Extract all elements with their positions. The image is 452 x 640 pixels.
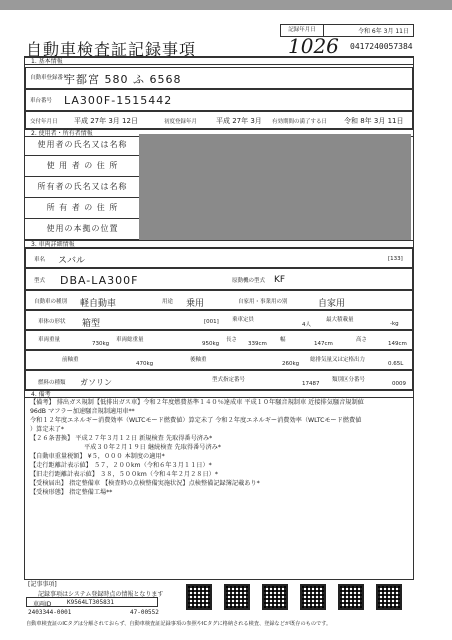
remark-line: 平成３０年２月１９日 継続検査 先取得番号済み* (84, 444, 221, 451)
body-code: [001] (204, 319, 219, 325)
first-reg-label: 初度登録年月 (164, 119, 198, 125)
height: 149cm (388, 341, 407, 347)
chassis-row (25, 89, 413, 111)
class-no-label: 類別区分番号 (332, 377, 366, 383)
body-row (25, 310, 413, 330)
maker-label: 車名 (34, 257, 46, 263)
expire-label: 有効期間の満了する日 (272, 119, 328, 125)
model-no: 17487 (302, 381, 320, 387)
engine: KF (274, 275, 286, 285)
rear-axle-label: 後軸重 (190, 357, 207, 363)
capacity-label: 乗車定員 (232, 317, 255, 323)
gross-label: 車両総重量 (116, 337, 144, 343)
engine-label: 原動機の型式 (232, 278, 266, 284)
capacity: 4人 (302, 322, 311, 328)
axle-row (25, 350, 413, 370)
car-id-label: 車両ID (33, 601, 52, 608)
redacted-owner-block (139, 134, 411, 240)
memo-line: 記録事項はシステム登録時点の情報となります (38, 591, 164, 598)
remark-line: 【２６条書換】 平成２７年３月１２日 新規検査 先取得番号済み* (30, 435, 213, 442)
left-number: 2403344-0001 (28, 609, 72, 616)
maker: スバル (58, 256, 86, 266)
chassis-number: LA300F-1515442 (64, 94, 173, 107)
remark-line: 96dB マフラー加速騒音規制適用車** (30, 408, 135, 415)
record-date-label: 記録年月日 (281, 25, 324, 36)
footer-notice: 自動車検査証のICタグは分解されておらず、自動車検査証記録事項の参照やICタグに格納される検査、登録などが既存のものです。 (26, 621, 332, 627)
width: 147cm (314, 341, 333, 347)
qr-code-2 (224, 584, 250, 610)
displacement: 0.65L (388, 361, 404, 367)
owner-row-2: 使 用 者 の 住 所 (25, 156, 141, 177)
qr-code-3 (262, 584, 288, 610)
document-number: 0417240057384 (350, 42, 413, 51)
section3-heading: 3. 車両詳細情報 (25, 240, 413, 248)
remark-line: 【走行距離計表示値】 ５７，２００km（令和６年３月１１日）* (30, 462, 212, 469)
owner-row-3: 所有者の氏名又は名称 (25, 177, 141, 198)
section2-heading: 2. 使用者・所有者情報 (25, 129, 413, 137)
model: DBA-LA300F (60, 274, 139, 287)
date-row (25, 111, 413, 129)
fuel: ガソリン (80, 378, 112, 387)
use-label: 用途 (162, 299, 174, 305)
reg-row (25, 67, 413, 89)
car-id-box (26, 597, 158, 607)
displacement-label: 総排気量又は定格出力 (310, 357, 366, 363)
owner-row-4: 所 有 者 の 住 所 (25, 198, 141, 219)
kind-label: 自動車の種別 (34, 299, 68, 305)
kind-row (25, 290, 413, 310)
maxload: -kg (390, 321, 399, 327)
weight-row (25, 330, 413, 350)
memo-label: [記事事項] (28, 581, 57, 588)
model-label: 型式 (34, 278, 46, 284)
height-label: 高さ (356, 337, 368, 343)
reg-no: 宇都宮 580 ふ 6568 (64, 73, 182, 86)
mid-number: 47-00552 (130, 609, 159, 616)
section1-heading: 1. 基本情報 (25, 57, 413, 65)
width-label: 幅 (280, 337, 286, 343)
qr-code-1 (186, 584, 212, 610)
remark-line: 【自動車重量税額】 ¥５，０００ 本制度の適用* (30, 453, 165, 460)
qr-code-6 (376, 584, 402, 610)
qr-code-4 (300, 584, 326, 610)
gross: 950kg (202, 341, 220, 347)
class-no: 0009 (392, 381, 406, 387)
model-row (25, 268, 413, 290)
remark-line: 令和１２年度エネルギー消費効率（WLTCモード燃費値）算定未了 令和２年度エネルギー消費効率（WLTCモード燃費値 (30, 417, 362, 424)
maker-code: [133] (388, 256, 403, 262)
purpose-label: 自家用・事業用の別 (238, 299, 288, 305)
length-label: 長さ (226, 337, 238, 343)
issue-date-label: 交付年月日 (30, 119, 58, 125)
chassis-label: 車台番号 (30, 98, 53, 104)
remark-line: 【備考】 排出ガス規制【低排出ガス車】令和２年度燃費基準１４０％達成車 平成１０年騒音規制車 近接排気騒音規制値 (30, 399, 364, 406)
weight: 730kg (92, 341, 110, 347)
use: 乗用 (186, 299, 205, 309)
kind: 軽自動車 (80, 299, 117, 309)
front-axle-label: 前軸重 (62, 357, 79, 363)
remark-line: ）算定未了* (30, 426, 65, 433)
remark-line: 【旧走行距離計表示値】 ３８，５００km（令和４年２月２８日）* (30, 471, 218, 478)
qr-code-5 (338, 584, 364, 610)
fuel-label: 燃料の種類 (38, 380, 66, 386)
reg-no-label: 自動車登録番号 (30, 75, 69, 81)
top-gray-band (0, 0, 452, 10)
car-id: K9564LT305831 (67, 599, 114, 606)
first-reg: 平成 27年 3月 (216, 117, 262, 125)
handwritten-number: 1026 (288, 34, 339, 58)
record-date: 令和 6年 3月 11日 (358, 28, 409, 35)
maker-row (25, 248, 413, 268)
fuel-row (25, 370, 413, 390)
model-no-label: 型式指定番号 (212, 377, 246, 383)
purpose: 自家用 (318, 299, 346, 309)
owner-row-1: 使用者の氏名又は名称 (25, 135, 141, 156)
remark-line: 【受検形態】 指定整備工場** (30, 489, 113, 496)
body: 箱型 (82, 319, 101, 329)
body-label: 車体の形状 (38, 319, 66, 325)
remark-line: 【受検届出】 指定整備車 【検査時の点検整備実施状況】点検整備記録簿記載あり* (30, 480, 260, 487)
issue-date: 平成 27年 3月 12日 (74, 117, 138, 125)
rear-axle: 260kg (282, 361, 300, 367)
front-axle: 470kg (136, 361, 154, 367)
weight-label: 車両重量 (38, 337, 61, 343)
maxload-label: 最大積載量 (326, 317, 354, 323)
section4-heading: 4. 備考 (25, 390, 413, 398)
expire-date: 令和 8年 3月 11日 (344, 117, 404, 125)
document-title: 自動車検査証記録事項 (26, 40, 197, 59)
length: 339cm (248, 341, 267, 347)
owner-row-5: 使用の本拠の位置 (25, 219, 141, 240)
